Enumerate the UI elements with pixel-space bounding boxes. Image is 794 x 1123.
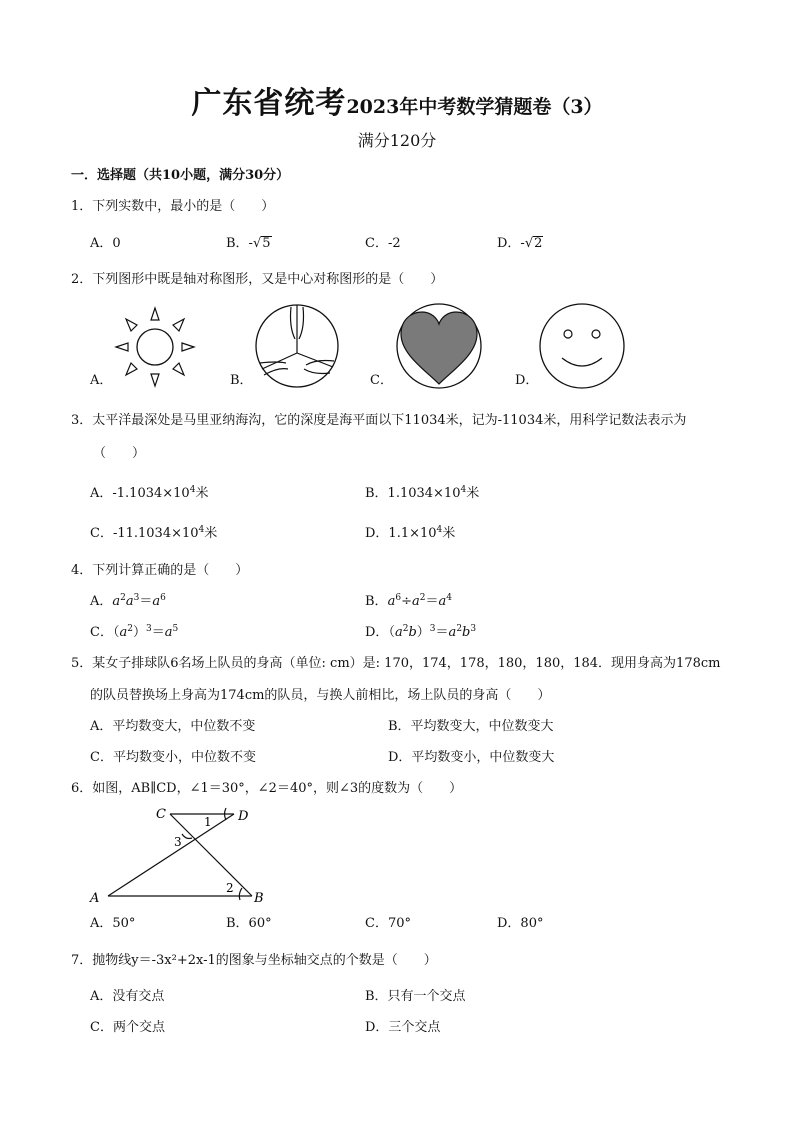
q3-option-c: C．$-11.1034\times 10^4$米 [90,525,218,541]
q5-option-c: C．平均数变小，中位数不变 [90,750,256,765]
label-d: D [238,809,249,824]
segment-da [108,814,234,896]
label-b: B [254,891,264,906]
q7-option-d: D．三个交点 [365,1020,441,1035]
smiley-figure-icon [538,302,626,390]
q3-option-b: B．$1.1034\times 10^4$米 [365,485,480,501]
question-6-stem: 6．如图，AB∥CD，∠1＝30°，∠2＝40°，则∠3的度数为（ ） [71,781,463,796]
q6-option-d: D．80° [497,916,544,931]
question-1-stem: 1．下列实数中，最小的是（ ） [71,199,275,214]
q4-option-b: B．$a^6\div a^2=a^4$ [365,593,452,609]
q7-option-c: C．两个交点 [90,1020,165,1035]
q6-option-b: B．60° [226,916,272,931]
q7-option-a: A．没有交点 [90,989,165,1004]
label-c: C [156,807,166,822]
q1-option-a: A．0 [90,236,121,251]
sun-figure-icon [112,306,198,388]
angle-2-arc [239,888,242,900]
title-main: 广东省统考 [191,86,347,121]
label-a: A [90,891,100,906]
q2-option-c: C． [370,373,393,388]
q5-option-b: B．平均数变大，中位数变大 [388,719,554,734]
q5-option-d: D．平均数变小，中位数变大 [388,750,555,765]
q1-option-c: C．-2 [365,236,401,251]
q3-option-d: D．$1.1\times 10^4$米 [365,525,456,541]
parallel-lines-figure [86,804,276,908]
label-angle-2: 2 [226,881,234,895]
title-rest: 2023年中考数学猜题卷（3） [346,96,603,118]
page-subtitle: 满分120分 [357,131,437,150]
question-3-stem-cont: （ ） [93,446,146,461]
section-heading: 一．选择题（共10小题，满分30分） [71,168,290,183]
q1-option-d-radicand: 2 [534,236,543,251]
triskelion-figure-icon [254,303,340,389]
q1-option-b-radicand: 5 [262,236,271,251]
q2-option-b: B． [230,373,253,388]
question-7-stem: 7．抛物线y＝-3x²+2x-1的图象与坐标轴交点的个数是（ ） [71,953,437,968]
q7-option-b: B．只有一个交点 [365,989,466,1004]
page-title [0,78,794,122]
question-2-stem: 2．下列图形中既是轴对称图形，又是中心对称图形的是（ ） [71,272,444,287]
question-3-stem: 3．太平洋最深处是马里亚纳海沟，它的深度是海平面以下11034米，记为-11034米，用科学记数法表示为 [71,413,687,428]
q2-option-d: D． [515,373,539,388]
question-5-stem-cont: 的队员替换场上身高为174cm的队员，与换人前相比，场上队员的身高（ ） [90,688,551,703]
heart-figure-icon [395,302,483,390]
label-angle-3: 3 [174,835,182,849]
q3-option-a: A．$-1.1034\times 10^4$米 [90,485,209,501]
label-angle-1: 1 [204,815,212,829]
q6-option-c: C．70° [365,916,411,931]
q4-option-d: D．$(a^2b)^3=a^2b^3$ [365,624,477,640]
q1-option-b: B．-√5 [226,236,271,251]
q4-option-a: A．$a^2a^3=a^6$ [90,593,166,609]
q2-option-a: A． [90,373,113,388]
question-4-stem: 4．下列计算正确的是（ ） [71,563,249,578]
q6-option-a: A．50° [90,916,136,931]
question-5-stem: 5．某女子排球队6名场上队员的身高（单位: cm）是: 170，174，178，180，180，184．现用身高为178cm [71,656,721,671]
q5-option-a: A．平均数变大，中位数不变 [90,719,256,734]
q4-option-c: C．$(a^2)^3=a^5$ [90,624,179,640]
q1-option-d: D．-√2 [497,236,543,251]
